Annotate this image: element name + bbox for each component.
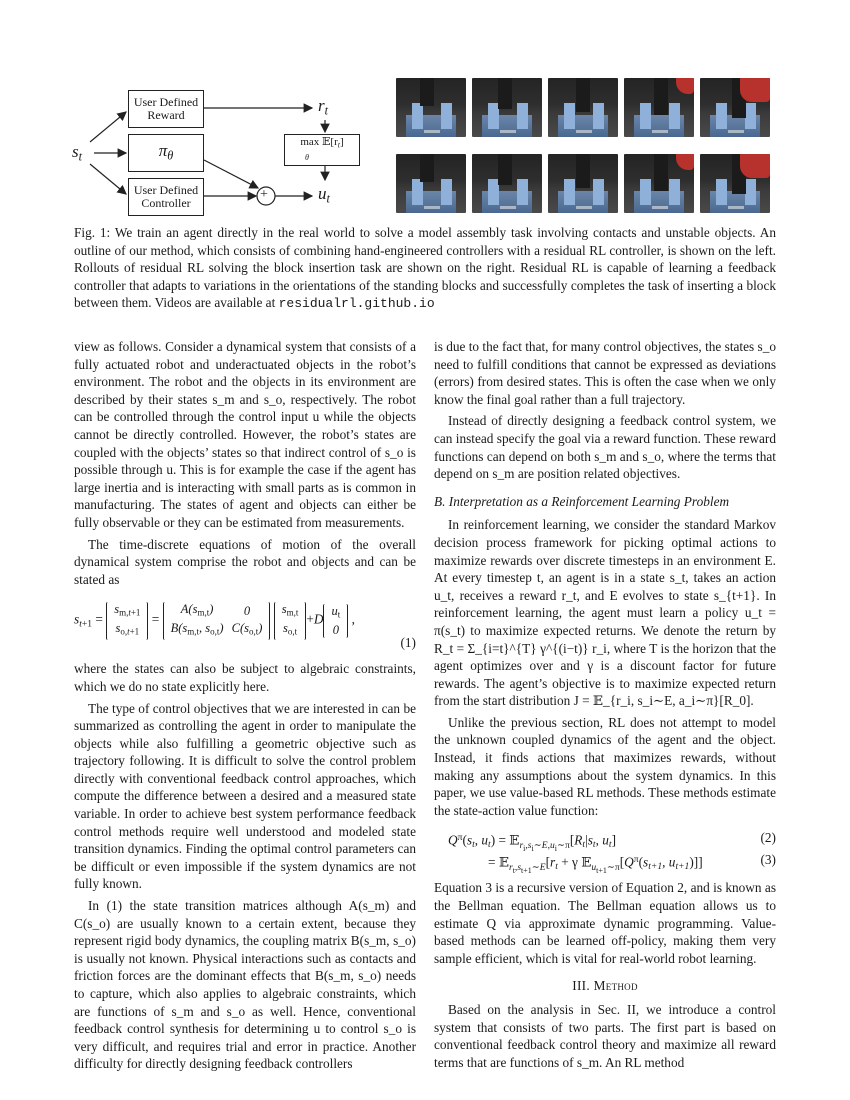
block-left [640,103,651,129]
block-left [564,103,575,129]
left-paragraph-2: The time-discrete equations of motion of the overall dynamical system comprise the robot and objects and can be stated as [74,536,416,587]
block-label [576,130,592,133]
rollout-photo [472,78,542,137]
block-right [517,179,528,205]
gripper [576,78,590,112]
equation-1-number: (1) [400,635,416,651]
block-label [500,130,516,133]
equation-2-number: (2) [760,830,776,846]
sum-symbol: + [260,187,268,202]
gripper [420,154,434,182]
reward-box: User Defined Reward [128,90,204,128]
gripper [654,154,668,191]
method-diagram [72,84,372,224]
caption-url[interactable]: residualrl.github.io [278,296,435,312]
equation-3-number: (3) [760,852,776,868]
section-b-heading: B. Interpretation as a Reinforcement Learning Problem [434,493,730,509]
block-left [412,103,423,129]
rollout-photo [396,78,466,137]
rollout-photo [700,78,770,137]
block-label [728,130,744,133]
reward-output-label: $r_t$ [318,96,329,118]
right-paragraph-4: Unlike the previous section, RL does not attempt to model the unknown coupled dynamics of the agent and the object. Instead, it finds actions that maximizes rewards, without making any assumptions about the system dynamics. In this paper, we use value-based RL methods. These methods estimate the state-action value function: [434,714,776,818]
block-right [745,179,756,205]
right-paragraph-3: In reinforcement learning, we consider the standard Markov decision process framework for picking optimal actions to maximize rewards over discrete timesteps in an environment E. At every timestep t, an agent is in a state s_t, takes an action u_t, receives a reward r_t, and E evolves to state s_{t+1}. In reinforcement learning, the agent must learn a policy u_t = π(s_t) to maximize expected returns. We denote the return by R_t = Σ_{i=t}^{T} γ^{(i−t)} r_i, where T is the horizon that the agent optimizes over and γ is a discount factor for future rewards. The agent’s objective is to maximize expected return from the start distribution J = 𝔼_{r_i, s_i∼E, a_i∼π}[R_0]. [434,517,776,709]
controller-box: User Defined Controller [128,178,204,216]
rollout-photo [548,78,618,137]
block-label [728,206,744,209]
block-left [640,179,651,205]
gripper [498,154,512,185]
left-paragraph-5: In (1) the state transition matrices although A(s_m) and C(s_o) are usually known to a certain extent, because they represent rigid body dynamics, the coupling matrix B(s_m, s_o) is usually not known. Physical interactions such as contacts and friction forces are the dominant effects that B(s_m, s_o) needs to capture, which also applies to algebraic constraints, which are functions of s_m and s_o as well. Hence, conventional feedback control synthesis for determining u to control s_o is very difficult, and requires trial and error in practice. Another difficulty for directly designing feedback controllers [74,898,416,1072]
gripper [420,78,434,106]
rollout-photo [548,154,618,213]
left-paragraph-1: view as follows. Consider a dynamical system that consists of a fully actuated robot and underactuated objects in the robot’s environment. The robot and the objects in its environment are described by their states s_m and s_o, respectively. The robot can be controlled through the control input u while the objects cannot be directly controlled. However, the robot’s states are coupled with the objects’ states so that indirect control of s_o is possible through u. This is for example the case if the agent has large inertia and is interacting with small parts as is common in manufacturing. The states of agent and objects can either be fully observable or they can be estimated from measurements. [74,339,416,530]
equation-1: $s_{t+1}$ = $s_{m,t+1}$ $s_{o,t+1}$ = $A(s_{m,t})$ 0 $B(s_{m,t}$, $s_{o,t}$) $C(s_{o,t})$ $s_{m,t}$ $s_{o,t}$ +D $u_t$ 0 , (1) [74,602,416,651]
block-label [652,130,668,133]
block-right [593,179,604,205]
block-right [517,103,528,129]
block-right [745,103,756,129]
robot-arm [676,78,694,94]
rollout-photo [624,154,694,213]
left-column [74,338,416,1073]
block-left [412,179,423,205]
caption-label: Fig. 1: [74,225,111,240]
objective-box: $\max 𝔼[r_t]$ θ [284,134,360,166]
policy-box: $\pi_\theta$ [128,134,204,172]
rollout-photo [700,154,770,213]
block-label [424,130,440,133]
block-right [441,179,452,205]
action-output-label: $u_t$ [318,184,330,206]
right-paragraph-2: Instead of directly designing a feedback control system, we can instead specify the goal via a reward function. These reward functions can depend on both s_m and s_o, where the terms that depend on s_m are position related objectives. [434,413,777,482]
figure-caption [74,224,776,313]
right-paragraph-5: Equation 3 is a recursive version of Equation 2, and is known as the Bellman equation. The Bellman equation allows us to estimate Q via approximate dynamic programming. Value-based methods can be learned off-policy, making them very sample efficient, which is vital for real-world robot learning. [434,880,776,966]
block-label [500,206,516,209]
caption-text: We train an agent directly in the real world to solve a model assembly task involving contacts and unstable objects. An outline of our method, which consists of combining hand-engineered controllers with a residual RL controller, is shown on the left. Rollouts of residual RL solving the block insertion task are shown on the right. Residual RL is capable of learning a feedback controller that adapts to variations in the orientations of the standing blocks and successfully completes the task of inserting a block between them. Videos are available at [74,225,776,311]
section-iii-heading: III. Method [572,978,638,994]
robot-arm [676,154,694,170]
left-paragraph-3: where the states can also be subject to algebraic constraints, which we do no state explicitly here. [74,661,416,694]
left-paragraph-4: The type of control objectives that we are interested in can be summarized as controlling the agent in order to manipulate the objects while also fulfilling a geometric objective such as trajectory following. It is difficult to solve the control problem directly with conventional feedback control approaches, which compute the difference between a desired and a measured state variable. In order to achieve best system performance feedback control methods require well understood and modeled state transition dynamics. Finding the optimal control parameters can be difficult or even impossible if the system dynamics are not fully known. [74,700,416,892]
equations-2-3: $Q^\pi(s_t$, $u_t$) = $𝔼_{r_i,s_i\sim E,u_i\sim\pi}[R_t|s_t$, $u_t$] (2) = $𝔼_{r_t,s_{t+1}\sim E}[r_t + \gamma$ $𝔼_{u_{t+1}\sim\pi}[Q^\pi(s_{t+1}$, $u_{t+1}$)]] (3) [448,830,776,875]
block-label [424,206,440,209]
robot-arm [740,78,770,102]
gripper [654,78,668,115]
robot-arm [740,154,770,178]
block-right [593,103,604,129]
right-column [434,338,776,1071]
block-label [576,206,592,209]
rollout-photo [624,78,694,137]
gripper [576,154,590,188]
block-left [716,179,727,205]
block-right [669,103,680,129]
block-left [564,179,575,205]
block-right [669,179,680,205]
right-paragraph-6: Based on the analysis in Sec. II, we introduce a control system that consists of two parts. The first part is based on conventional feedback control theory and maximize all reward terms that are functions of s_m. An RL method [434,1002,776,1070]
state-label: $s_t$ [72,142,83,164]
rollout-photo [396,154,466,213]
block-left [716,103,727,129]
right-paragraph-1: is due to the fact that, for many control objectives, the states s_o need to fulfill conditions that cannot be expressed as deviations (errors) from desired states. This is often the case when we only know the final goal rather than a full trajectory. [434,339,776,407]
block-right [441,103,452,129]
gripper [498,78,512,109]
rollout-photo [472,154,542,213]
block-label [652,206,668,209]
